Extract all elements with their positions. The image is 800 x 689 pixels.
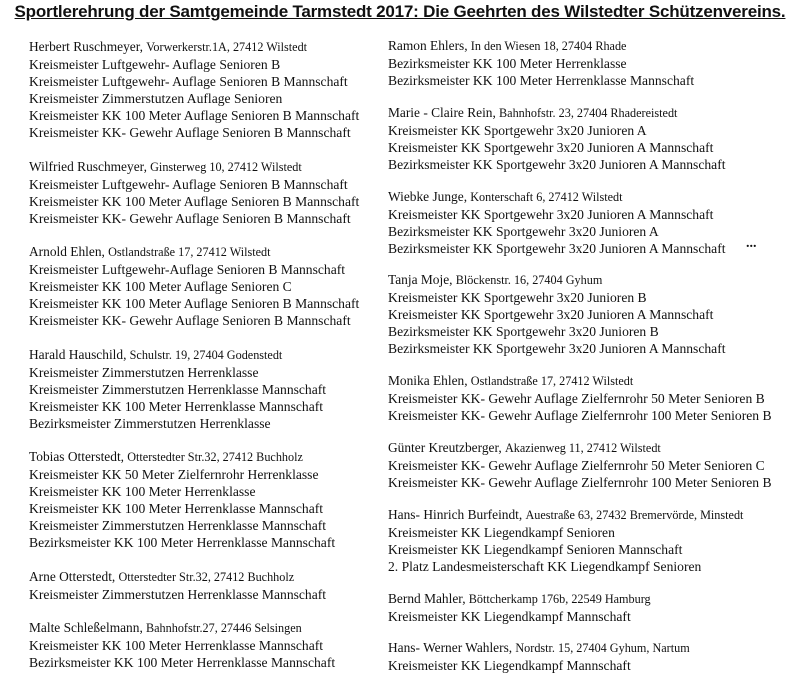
honoree-entry [388,37,793,89]
honoree-name: Harald Hauschild, [29,346,127,362]
honor-title: Bezirksmeister KK 100 Meter Herrenklasse Mannschaft [29,655,336,670]
honoree-name: Malte Schleßelmann, [29,620,143,635]
honor-title: Kreismeister KK 100 Meter Herrenklasse [29,484,256,499]
honoree-name: Herbert Ruschmeyer, [29,39,143,54]
honoree-name: Tobias Otterstedt, [29,449,125,464]
honor-title: Kreismeister KK 100 Meter Herrenklasse Mannschaft [29,638,324,653]
honor-title: Kreismeister KK Liegendkampf Senioren Mannschaft [388,541,683,557]
honor-title: Kreismeister Zimmerstutzen Herrenklasse [29,364,259,380]
honor-title: Kreismeister KK- Gewehr Auflage Senioren B Mannschaft [29,313,351,328]
honoree-header [388,37,793,55]
honoree-entry [388,271,793,357]
honor-title: Bezirksmeister KK Sportgewehr 3x20 Junioren A [388,223,659,239]
honoree-address: Ginsterweg 10, 27412 Wilstedt [150,159,302,174]
right-column [388,37,793,689]
honor-title: Kreismeister KK 100 Meter Auflage Senioren B Mannschaft [29,296,360,311]
honoree-name: Arne Otterstedt, [29,568,116,584]
honoree-address: Ostlandstraße 17, 27412 Wilstedt [470,374,634,389]
honoree-address: Konterschaft 6, 27412 Wilstedt [470,189,623,204]
honoree-header [388,271,793,289]
honor-title: Kreismeister KK 100 Meter Herrenklasse Mannschaft [29,501,324,516]
honor-title: Kreismeister KK Sportgewehr 3x20 Junioren B [388,290,647,306]
honor-title: Kreismeister KK 50 Meter Zielfernrohr Herrenklasse [29,467,319,482]
honoree-address: Otterstedter Str.32, 27412 Buchholz [127,450,303,464]
honoree-address: Vorwerkerstr.1A, 27412 Wilstedt [146,40,308,54]
honor-title: Kreismeister KK Sportgewehr 3x20 Junioren A Mannschaft [388,139,714,155]
honoree-entry [388,104,793,173]
honoree-name: Bernd Mahler, [388,590,466,606]
honor-title: Kreismeister KK 100 Meter Herrenklasse Mannschaft [29,398,324,414]
honor-title: Kreismeister Luftgewehr-Auflage Senioren B Mannschaft [29,262,346,277]
honoree-address: Auestraße 63, 27432 Bremervörde, Minstedt [525,507,744,522]
honoree-header [388,372,793,390]
honor-title: Kreismeister KK- Gewehr Auflage Senioren B Mannschaft [29,210,351,226]
honoree-header [388,439,793,457]
honor-title: Bezirksmeister KK Sportgewehr 3x20 Junioren A Mannschaft [388,156,726,172]
honor-title: Kreismeister KK Liegendkampf Mannschaft [388,608,631,624]
honoree-header [29,448,389,466]
continuation-mark: ... [746,236,757,251]
honoree-entry [388,590,793,625]
honor-title: Kreismeister KK- Gewehr Auflage Zielfernrohr 100 Meter Senioren B [388,474,772,490]
honoree-entry [29,619,389,671]
honoree-header [29,243,389,261]
honor-title: Bezirksmeister KK Sportgewehr 3x20 Junioren A Mannschaft [388,240,726,256]
honor-title: Kreismeister Zimmerstutzen Herrenklasse Mannschaft [29,518,327,533]
honor-title: Kreismeister Luftgewehr- Auflage Senioren B Mannschaft [29,74,348,89]
honoree-entry [388,506,793,575]
honoree-name: Wilfried Ruschmeyer, [29,158,147,174]
honor-title: Kreismeister Zimmerstutzen Herrenklasse Mannschaft [29,586,327,602]
honor-title: Kreismeister KK Liegendkampf Senioren [388,524,615,540]
honor-title: Kreismeister Luftgewehr- Auflage Senioren B Mannschaft [29,176,348,192]
honor-title: Bezirksmeister KK 100 Meter Herrenklasse [388,56,627,71]
honoree-address: Nordstr. 15, 27404 Gyhum, Nartum [515,641,690,656]
honor-title: Kreismeister Zimmerstutzen Herrenklasse Mannschaft [29,381,327,397]
honoree-name: Tanja Moje, [388,272,453,288]
honoree-name: Arnold Ehlen, [29,244,105,259]
left-column [29,38,389,688]
honor-title: Kreismeister KK Sportgewehr 3x20 Junioren A Mannschaft [388,307,714,323]
honoree-name: Günter Kreutzberger, [388,439,502,455]
honoree-entry [388,188,793,257]
honor-title: Kreismeister KK- Gewehr Auflage Zielfernrohr 100 Meter Senioren B [388,408,772,424]
honoree-header [388,104,793,122]
honor-title: Bezirksmeister KK 100 Meter Herrenklasse Mannschaft [388,73,695,88]
honoree-entry [29,448,389,551]
honor-title: Kreismeister KK Sportgewehr 3x20 Junioren A Mannschaft [388,206,714,222]
honor-title: Kreismeister KK Sportgewehr 3x20 Junioren A [388,122,647,138]
honor-title: Bezirksmeister KK 100 Meter Herrenklasse Mannschaft [29,535,336,550]
honoree-header [29,346,389,364]
honor-title: Kreismeister KK Liegendkampf Mannschaft [388,658,631,674]
honoree-entry [29,243,389,329]
honoree-name: Hans- Werner Wahlers, [388,640,513,656]
honoree-header [29,158,389,176]
honoree-name: Wiebke Junge, [388,188,468,204]
honor-title: Bezirksmeister KK Sportgewehr 3x20 Junioren A Mannschaft [388,341,726,357]
honor-title: Kreismeister KK 100 Meter Auflage Senioren B Mannschaft [29,193,360,209]
honoree-entry [29,38,389,141]
honoree-address: Akazienweg 11, 27412 Wilstedt [504,440,661,455]
honoree-address: Ostlandstraße 17, 27412 Wilstedt [108,245,271,259]
honor-title: Kreismeister Zimmerstutzen Auflage Senioren [29,91,283,106]
honoree-address: In den Wiesen 18, 27404 Rhade [470,39,627,53]
honoree-address: Otterstedter Str.32, 27412 Buchholz [118,569,295,584]
honoree-name: Ramon Ehlers, [388,38,468,53]
page-title: Sportlerehrung der Samtgemeinde Tarmstedt 2017: Die Geehrten des Wilstedter Schützenvereins. [14,2,786,21]
honor-title: Bezirksmeister Zimmerstutzen Herrenklasse [29,415,271,431]
honoree-entry [29,568,389,603]
honor-title: Kreismeister Luftgewehr- Auflage Senioren B [29,57,281,72]
honoree-address: Bahnhofstr. 23, 27404 Rhadereistedt [499,105,678,120]
honoree-header [29,568,389,586]
honoree-address: Schulstr. 19, 27404 Godenstedt [129,347,283,362]
honoree-name: Monika Ehlen, [388,373,468,389]
honoree-header [388,639,793,657]
honor-title: Kreismeister KK 100 Meter Auflage Senioren B Mannschaft [29,108,360,123]
honoree-header [388,590,793,608]
honor-title: Kreismeister KK- Gewehr Auflage Senioren B Mannschaft [29,125,351,140]
honoree-entry [29,158,389,227]
honor-title: Kreismeister KK 100 Meter Auflage Senioren C [29,279,292,294]
honoree-header [29,619,389,637]
honoree-header [388,188,793,206]
honoree-name: Hans- Hinrich Burfeindt, [388,506,523,522]
honoree-address: Böttcherkamp 176b, 22549 Hamburg [468,591,651,606]
honoree-entry [388,639,793,674]
honoree-address: Bahnhofstr.27, 27446 Selsingen [146,621,302,635]
honoree-address: Blöckenstr. 16, 27404 Gyhum [455,273,603,288]
honor-title: 2. Platz Landesmeisterschaft KK Liegendkampf Senioren [388,558,702,574]
honor-title: Kreismeister KK- Gewehr Auflage Zielfernrohr 50 Meter Senioren B [388,391,765,407]
honoree-header [29,38,389,56]
honor-title: Kreismeister KK- Gewehr Auflage Zielfernrohr 50 Meter Senioren C [388,457,765,473]
honoree-entry [29,346,389,432]
honoree-entry [388,439,793,491]
honoree-name: Marie - Claire Rein, [388,104,496,120]
honoree-entry [388,372,793,424]
honoree-header [388,506,793,524]
honor-title: Bezirksmeister KK Sportgewehr 3x20 Junioren B [388,324,659,340]
